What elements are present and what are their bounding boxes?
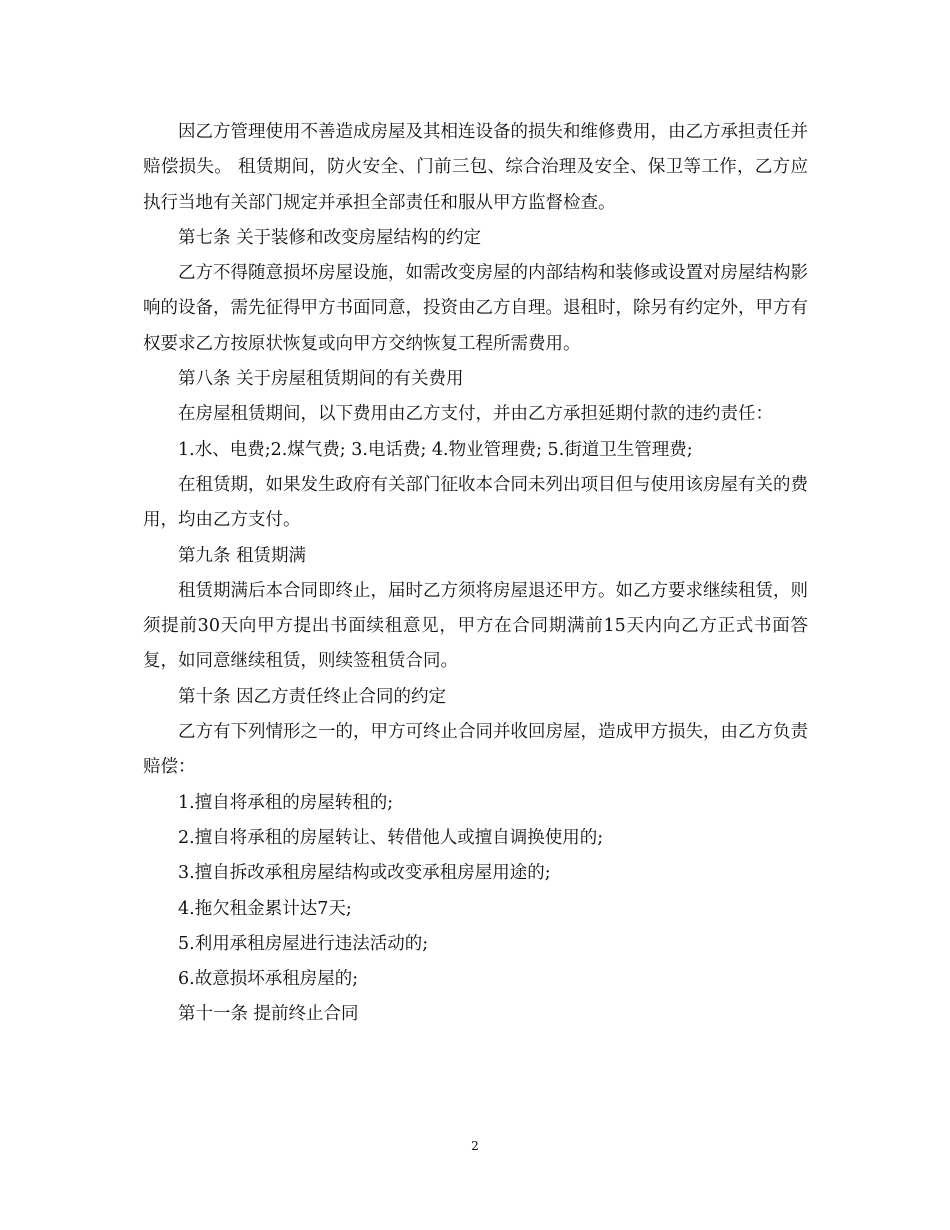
termination-item-1: 1.擅自将承租的房屋转租的; [178,792,394,813]
document-body [143,115,808,1033]
paragraph-fees-intro: 在房屋租赁期间，以下费用由乙方支付，并由乙方承担延期付款的违约责任： [178,404,773,425]
termination-item-3: 3.擅自拆改承租房屋结构或改变承租房屋用途的; [178,863,551,884]
page-number: 2 [471,1139,479,1153]
paragraph-damage-liability: 因乙方管理使用不善造成房屋及其相连设备的损失和维修费用，由乙方承担责任并赔偿损失。 租赁期间，防火安全、门前三包、综合治理及安全、保卫等工作，乙方应执行当地有关部门规定并承担全部责任和服从甲方监督检查。 [143,122,808,213]
paragraph-termination-intro: 乙方有下列情形之一的，甲方可终止合同并收回房屋，造成甲方损失，由乙方负责赔偿： [143,722,808,778]
fees-list: 1.水、电费;2.煤气费; 3.电话费; 4.物业管理费; 5.街道卫生管理费; [178,439,693,460]
article-9-heading: 第九条 租赁期满 [178,545,307,566]
paragraph-government-fees: 在租赁期，如果发生政府有关部门征收本合同未列出项目但与使用该房屋有关的费用，均由乙方支付。 [143,474,808,531]
article-11-heading: 第十一条 提前终止合同 [178,1004,359,1025]
termination-item-6: 6.故意损坏承租房屋的; [178,969,359,990]
termination-item-4: 4.拖欠租金累计达7天; [178,898,352,919]
termination-item-5: 5.利用承租房屋进行违法活动的; [178,933,429,954]
article-10-heading: 第十条 因乙方责任终止合同的约定 [178,686,447,707]
paragraph-renovation: 乙方不得随意损坏房屋设施，如需改变房屋的内部结构和装修或设置对房屋结构影响的设备，需先征得甲方书面同意，投资由乙方自理。退租时，除另有约定外，甲方有权要求乙方按原状恢复或向甲方交纳恢复工程所需费用。 [143,263,808,354]
termination-item-2: 2.擅自将承租的房屋转让、转借他人或擅自调换使用的; [178,827,604,848]
article-8-heading: 第八条 关于房屋租赁期间的有关费用 [178,369,464,390]
article-7-heading: 第七条 关于装修和改变房屋结构的约定 [178,227,482,248]
paragraph-lease-expiry: 租赁期满后本合同即终止，届时乙方须将房屋退还甲方。如乙方要求继续租赁，则须提前30天向甲方提出书面续租意见，甲方在合同期满前15天内向乙方正式书面答复，如同意继续租赁，则续签租赁合同。 [143,580,808,672]
